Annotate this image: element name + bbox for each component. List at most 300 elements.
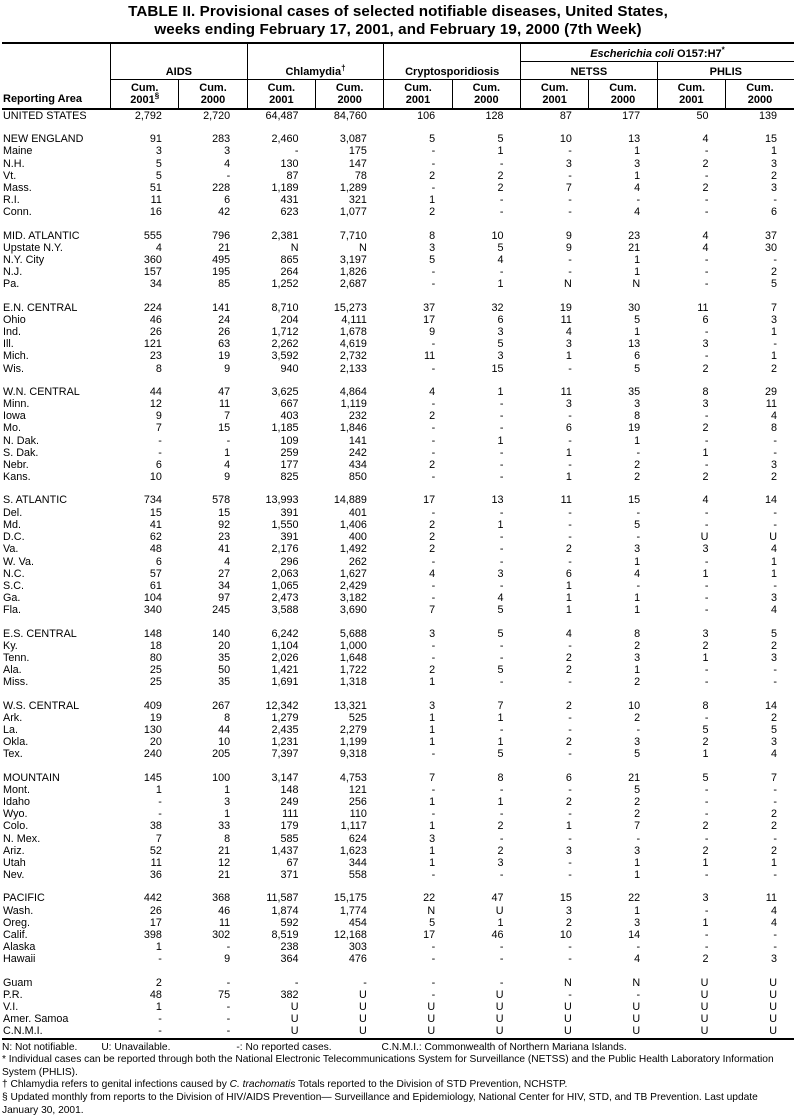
value-cell: 4 (224, 459, 231, 472)
value-cell: - (499, 506, 504, 519)
value-cell: 391 (280, 531, 299, 544)
table-row (2, 833, 794, 845)
value-cell: 525 (348, 711, 367, 724)
value-cell: 2,732 (339, 350, 367, 363)
value-cell: 3 (224, 795, 231, 808)
value-cell: 476 (348, 953, 367, 966)
value-cell: 46 (149, 313, 162, 326)
value-cell: 4 (702, 133, 709, 146)
value-cell: 7 (770, 771, 777, 784)
value-cell: - (431, 988, 436, 1001)
column-header: Cum. 2000 (589, 80, 657, 110)
value-cell: 41 (149, 518, 162, 531)
area-label: Utah (3, 856, 26, 869)
value-cell: - (568, 832, 572, 845)
value-cell: 454 (348, 916, 367, 929)
value-cell: 296 (280, 555, 299, 568)
value-cell: 4,619 (339, 338, 367, 351)
value-cell: 9 (224, 953, 231, 966)
value-cell: 34 (218, 579, 231, 592)
value-cell: - (431, 278, 436, 291)
value-cell: 228 (212, 182, 231, 195)
area-label: Ariz. (3, 844, 25, 857)
area-label: Wyo. (3, 808, 28, 821)
value-cell: 5,688 (339, 627, 367, 640)
value-cell: - (226, 434, 231, 447)
value-cell: 3 (634, 543, 641, 556)
value-cell: 5 (770, 627, 777, 640)
value-cell: 1 (224, 808, 231, 821)
value-cell: 12,168 (333, 928, 367, 941)
value-cell: 1 (565, 471, 572, 484)
table-row (2, 1001, 794, 1013)
value-cell: - (431, 338, 436, 351)
value-cell: - (773, 928, 777, 941)
value-cell: 1,437 (271, 844, 299, 857)
value-cell: - (773, 506, 777, 519)
value-cell: 29 (764, 385, 777, 398)
value-cell: 5 (497, 133, 504, 146)
value-cell: 1 (429, 795, 436, 808)
table-row (2, 494, 794, 506)
footnote-dagger (2, 1079, 794, 1092)
value-cell: 50 (218, 664, 231, 677)
value-cell: 2,176 (271, 543, 299, 556)
value-cell: - (499, 869, 504, 882)
value-cell: 2,026 (271, 651, 299, 664)
value-cell: - (568, 266, 572, 279)
table-row (2, 892, 794, 904)
value-cell: 224 (143, 301, 162, 314)
value-cell: 8 (155, 362, 162, 375)
value-cell: - (636, 506, 641, 519)
table-row (2, 254, 794, 266)
value-cell: N (359, 241, 367, 254)
value-cell: 121 (143, 338, 162, 351)
value-cell: 850 (348, 471, 367, 484)
value-cell: 3,147 (271, 771, 299, 784)
value-cell: - (773, 579, 777, 592)
value-cell: 15,273 (333, 301, 367, 314)
value-cell: - (431, 422, 436, 435)
value-cell: - (704, 278, 709, 291)
value-cell: 3,197 (339, 254, 367, 267)
value-cell: - (499, 976, 504, 989)
value-cell: - (704, 266, 709, 279)
table-row (2, 917, 794, 929)
value-cell: 2 (702, 639, 709, 652)
area-label: Mont. (3, 783, 31, 796)
value-cell: 5 (634, 518, 641, 531)
value-cell: 111 (282, 808, 299, 821)
value-cell: - (636, 531, 641, 544)
table-row (2, 206, 794, 218)
value-cell: 1,826 (339, 266, 367, 279)
footnote-dagger-prefix: † Chlamydia refers to genital infections caused by (2, 1079, 230, 1091)
value-cell: 7 (429, 771, 436, 784)
table-row (2, 363, 794, 375)
area-label: PACIFIC (3, 892, 45, 905)
value-cell: 9 (565, 241, 572, 254)
value-cell: 2,687 (339, 278, 367, 291)
value-cell: 398 (143, 928, 162, 941)
value-cell: 5 (429, 254, 436, 267)
value-cell: 382 (280, 988, 299, 1001)
legend-item: N: Not notifiable. (2, 1041, 78, 1053)
value-cell: 1 (634, 555, 641, 568)
value-cell: - (704, 941, 709, 954)
value-cell: 177 (622, 110, 641, 122)
value-cell: - (431, 362, 436, 375)
value-cell: - (499, 471, 504, 484)
table-row (2, 314, 794, 326)
value-cell: 11 (560, 313, 572, 326)
value-cell: 6 (565, 771, 572, 784)
value-cell: 1,199 (339, 736, 367, 749)
value-cell: 4 (565, 627, 572, 640)
value-cell: 5 (634, 783, 641, 796)
value-cell: 1 (429, 820, 436, 833)
value-cell: - (158, 953, 162, 966)
value-cell: 2 (702, 157, 709, 170)
value-cell: 1,678 (339, 326, 367, 339)
value-cell: - (431, 783, 436, 796)
reporting-area-header: Reporting Area (2, 43, 111, 109)
value-cell: 177 (280, 459, 299, 472)
value-cell: 61 (149, 579, 162, 592)
section-spacer (2, 375, 794, 386)
value-cell: 1,252 (271, 278, 299, 291)
value-cell: 13 (628, 133, 641, 146)
area-label: N. Dak. (3, 434, 39, 447)
value-cell: 3 (224, 145, 231, 158)
value-cell: 23 (218, 531, 231, 544)
value-cell: 256 (348, 795, 367, 808)
value-cell: 2 (497, 844, 504, 857)
value-cell: 3 (429, 627, 436, 640)
value-cell: 240 (143, 748, 162, 761)
area-label: Tenn. (3, 651, 30, 664)
value-cell: - (568, 711, 572, 724)
value-cell: - (636, 194, 641, 207)
value-cell: 17 (149, 916, 162, 929)
area-label: Wash. (3, 904, 34, 917)
value-cell: 4 (770, 916, 777, 929)
value-cell: U (427, 1013, 436, 1026)
value-cell: 5 (702, 771, 709, 784)
value-cell: 8 (224, 832, 231, 845)
area-label: MOUNTAIN (3, 771, 60, 784)
value-cell: - (704, 434, 709, 447)
area-label: Colo. (3, 820, 29, 833)
table-row (2, 712, 794, 724)
value-cell: - (431, 592, 436, 605)
value-cell: 11 (218, 398, 231, 411)
value-cell: 87 (559, 110, 572, 122)
value-cell: - (636, 446, 641, 459)
value-cell: - (499, 941, 504, 954)
value-cell: 3 (497, 326, 504, 339)
value-cell: 3 (565, 338, 572, 351)
value-cell: 1 (770, 567, 777, 580)
value-cell: 130 (280, 157, 299, 170)
value-cell: - (158, 808, 162, 821)
value-cell: 1 (155, 1001, 162, 1013)
value-cell: 46 (491, 928, 504, 941)
value-cell: - (499, 676, 504, 689)
table-row (2, 158, 794, 170)
value-cell: - (773, 795, 777, 808)
value-cell: - (499, 531, 504, 544)
table-row (2, 109, 794, 122)
value-cell: - (704, 664, 709, 677)
value-cell: 11 (697, 301, 709, 314)
value-cell: U (700, 988, 709, 1001)
value-cell: - (568, 518, 572, 531)
value-cell: 62 (149, 531, 162, 544)
value-cell: - (773, 664, 777, 677)
value-cell: 6 (224, 194, 231, 207)
value-cell: 2,473 (271, 592, 299, 605)
value-cell: 21 (218, 844, 231, 857)
table-row (2, 941, 794, 953)
value-cell: 4 (155, 241, 162, 254)
value-cell: - (704, 869, 709, 882)
value-cell: 1,185 (271, 422, 299, 435)
value-cell: 8 (770, 422, 777, 435)
value-cell: - (431, 182, 436, 195)
column-group-header: PHLIS (657, 62, 794, 80)
value-cell: 734 (143, 494, 162, 507)
value-cell: 1 (429, 194, 436, 207)
value-cell: 1,065 (271, 579, 299, 592)
value-cell: - (499, 808, 504, 821)
value-cell: 2 (429, 459, 436, 472)
table-row (2, 592, 794, 604)
area-label: Minn. (3, 398, 30, 411)
value-cell: - (773, 676, 777, 689)
value-cell: 5 (429, 133, 436, 146)
value-cell: U (290, 1001, 299, 1013)
table-row (2, 1013, 794, 1025)
section-spacer (2, 966, 794, 977)
value-cell: 32 (491, 301, 504, 314)
value-cell: 3 (770, 313, 777, 326)
value-cell: 20 (218, 639, 231, 652)
value-cell: 3 (634, 157, 641, 170)
value-cell: - (568, 808, 572, 821)
table-row (2, 459, 794, 471)
value-cell: - (704, 206, 709, 219)
value-cell: 15 (218, 422, 231, 435)
value-cell: 11 (765, 892, 777, 905)
value-cell: U (427, 1001, 436, 1013)
value-cell: 2,279 (339, 723, 367, 736)
value-cell: - (431, 808, 436, 821)
value-cell: - (704, 169, 709, 182)
value-cell: 7 (224, 410, 231, 423)
column-header: Cum. 2000 (725, 80, 794, 110)
value-cell: 147 (348, 157, 367, 170)
value-cell: 140 (212, 627, 231, 640)
area-label: MID. ATLANTIC (3, 229, 80, 242)
value-cell: 6 (155, 459, 162, 472)
value-cell: 1 (634, 434, 641, 447)
value-cell: 4 (565, 326, 572, 339)
value-cell: - (431, 953, 436, 966)
value-cell: - (431, 976, 436, 989)
value-cell: 7 (497, 699, 504, 712)
legend-item: C.N.M.I.: Commonwealth of Northern Mariana Islands. (381, 1041, 627, 1053)
value-cell: 36 (149, 869, 162, 882)
area-label: La. (3, 723, 19, 736)
value-cell: 37 (764, 229, 777, 242)
area-label: Nebr. (3, 459, 29, 472)
value-cell: 23 (149, 350, 162, 363)
value-cell: 6 (770, 206, 777, 219)
area-label: Kans. (3, 471, 31, 484)
value-cell: 1,550 (271, 518, 299, 531)
value-cell: 1,077 (339, 206, 367, 219)
value-cell: 7 (634, 820, 641, 833)
table-row (2, 845, 794, 857)
notifiable-diseases-table (2, 42, 794, 1040)
value-cell: 84,760 (333, 110, 367, 122)
value-cell: 78 (354, 169, 367, 182)
area-label: Fla. (3, 604, 21, 617)
value-cell: N (564, 976, 572, 989)
value-cell: 865 (280, 254, 299, 267)
value-cell: 139 (758, 110, 777, 122)
value-cell: 2 (634, 808, 641, 821)
value-cell: 6 (155, 555, 162, 568)
value-cell: 1,119 (340, 398, 367, 411)
area-label: E.N. CENTRAL (3, 301, 78, 314)
value-cell: 11 (150, 856, 162, 869)
value-cell: 1,712 (271, 326, 299, 339)
value-cell: 15,175 (333, 892, 367, 905)
value-cell: U (632, 1001, 641, 1013)
value-cell: 4 (634, 953, 641, 966)
value-cell: 2 (702, 471, 709, 484)
value-cell: 2 (155, 976, 162, 989)
value-cell: - (431, 398, 436, 411)
value-cell: 1 (429, 736, 436, 749)
value-cell: 1 (429, 723, 436, 736)
table-row (2, 700, 794, 712)
value-cell: 121 (348, 783, 367, 796)
table-row (2, 507, 794, 519)
table-row (2, 820, 794, 832)
table-row (2, 664, 794, 676)
value-cell: 12 (218, 856, 231, 869)
value-cell: 4 (634, 567, 641, 580)
table-row (2, 953, 794, 965)
value-cell: 1 (770, 555, 777, 568)
value-cell: 1 (565, 446, 572, 459)
value-cell: 2 (429, 410, 436, 423)
value-cell: 2,133 (339, 362, 367, 375)
table-row (2, 447, 794, 459)
value-cell: 7,397 (271, 748, 299, 761)
value-cell: - (499, 639, 504, 652)
value-cell: 6 (702, 313, 709, 326)
value-cell: 2 (429, 518, 436, 531)
value-cell: - (636, 723, 641, 736)
value-cell: 175 (348, 145, 367, 158)
value-cell: 141 (348, 434, 367, 447)
value-cell: - (568, 639, 572, 652)
value-cell: 3 (155, 145, 162, 158)
area-label: N. Mex. (3, 832, 41, 845)
value-cell: - (704, 808, 709, 821)
value-cell: 1,774 (339, 904, 367, 917)
value-cell: N (632, 278, 641, 291)
area-label: Wis. (3, 362, 24, 375)
value-cell: 7,710 (339, 229, 367, 242)
area-label: Calif. (3, 928, 28, 941)
value-cell: - (568, 194, 572, 207)
value-cell: U (700, 976, 709, 989)
value-cell: 1,691 (271, 676, 299, 689)
value-cell: - (499, 783, 504, 796)
value-cell: 400 (348, 531, 367, 544)
value-cell: - (773, 783, 777, 796)
value-cell: 2 (429, 664, 436, 677)
value-cell: - (568, 145, 572, 158)
value-cell: 195 (212, 266, 231, 279)
value-cell: - (704, 592, 709, 605)
value-cell: 495 (212, 254, 231, 267)
area-label: Ark. (3, 711, 23, 724)
value-cell: - (568, 856, 572, 869)
column-header: Cum. 2001§ (111, 80, 179, 110)
value-cell: 592 (280, 916, 299, 929)
value-cell: 431 (280, 194, 299, 207)
area-label: Ill. (3, 338, 14, 351)
table-row (2, 194, 794, 206)
value-cell: U (564, 1001, 572, 1013)
value-cell: 3,625 (271, 385, 299, 398)
table-row (2, 278, 794, 290)
value-cell: 22 (628, 892, 641, 905)
value-cell: 1 (634, 145, 641, 158)
value-cell: 5 (497, 748, 504, 761)
value-cell: 10 (628, 699, 641, 712)
value-cell: N (564, 278, 572, 291)
area-label: Maine (3, 145, 33, 158)
value-cell: 364 (280, 953, 299, 966)
value-cell: 2,063 (271, 567, 299, 580)
value-cell: 19 (559, 301, 572, 314)
value-cell: 391 (280, 506, 299, 519)
value-cell: - (568, 459, 572, 472)
value-cell: 20 (149, 736, 162, 749)
value-cell: - (704, 928, 709, 941)
value-cell: 15 (491, 362, 504, 375)
value-cell: - (431, 471, 436, 484)
footnote-asterisk: * Individual cases can be reported through both the National Electronic Telecommunications System for Surveillance (NETSS) and the Public Health Laboratory Information System (PHLIS). (2, 1054, 774, 1078)
value-cell: 3 (429, 699, 436, 712)
value-cell: - (158, 1013, 162, 1026)
area-label: N.H. (3, 157, 25, 170)
value-cell: 2 (702, 736, 709, 749)
value-cell: 2,720 (203, 110, 231, 122)
value-cell: 2 (634, 639, 641, 652)
value-cell: - (568, 783, 572, 796)
value-cell: 5 (497, 604, 504, 617)
value-cell: - (704, 518, 709, 531)
